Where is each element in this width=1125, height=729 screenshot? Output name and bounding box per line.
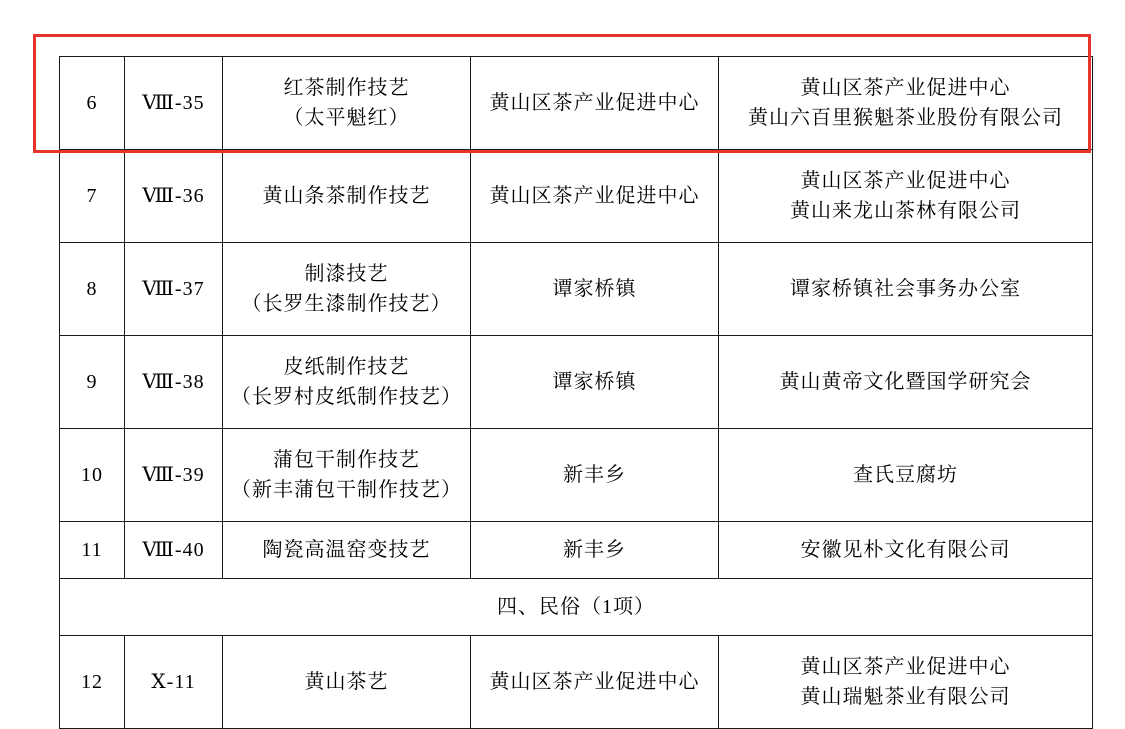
row-number: 6 [60,57,125,150]
row-project-name [223,636,471,729]
row-code: Ⅷ-40 [125,522,223,579]
text-line: 黄山茶艺 [304,671,389,693]
row-project-name [223,336,471,429]
row-code: Ⅷ-37 [125,243,223,336]
text-line: 黄山黄帝文化暨国学研究会 [779,371,1032,393]
text-line: 黄山六百里猴魁茶业股份有限公司 [748,107,1063,129]
text-line: 谭家桥镇 [552,278,637,300]
text-line: 黄山来龙山茶林有限公司 [790,200,1021,222]
row-protection-org [719,243,1093,336]
table-row [60,150,1093,243]
text-line: 皮纸制作技艺 [283,356,410,378]
row-protection-org [719,57,1093,150]
text-line: 黄山区茶产业促进中心 [800,656,1011,678]
row-project-name [223,57,471,150]
row-declaring-unit [471,636,719,729]
heritage-list-table [59,56,1093,729]
row-code: Ⅷ-35 [125,57,223,150]
row-protection-org [719,150,1093,243]
row-number: 10 [60,429,125,522]
row-number: 9 [60,336,125,429]
row-declaring-unit [471,429,719,522]
text-line: 黄山瑞魁茶业有限公司 [800,686,1011,708]
text-line: 黄山区茶产业促进中心 [489,92,700,114]
text-line: 安徽见朴文化有限公司 [800,539,1011,561]
table-section-row [60,579,1093,636]
row-declaring-unit [471,150,719,243]
row-code: Ⅹ-11 [125,636,223,729]
text-line: 黄山区茶产业促进中心 [800,77,1011,99]
row-declaring-unit [471,336,719,429]
text-line: 黄山条茶制作技艺 [262,185,431,207]
text-line: （长罗村皮纸制作技艺） [231,386,462,408]
text-line: 新丰乡 [563,464,626,486]
row-project-name [223,429,471,522]
text-line: （太平魁红） [283,107,410,129]
row-number: 11 [60,522,125,579]
table-row [60,429,1093,522]
row-declaring-unit [471,522,719,579]
table-row [60,522,1093,579]
row-protection-org [719,522,1093,579]
text-line: 谭家桥镇 [552,371,637,393]
table-row [60,636,1093,729]
table-row [60,336,1093,429]
row-declaring-unit [471,57,719,150]
text-line: 蒲包干制作技艺 [273,449,420,471]
row-number: 7 [60,150,125,243]
row-project-name [223,243,471,336]
table-row [60,57,1093,150]
text-line: 黄山区茶产业促进中心 [489,185,700,207]
row-protection-org [719,636,1093,729]
text-line: 黄山区茶产业促进中心 [489,671,700,693]
text-line: （长罗生漆制作技艺） [241,293,452,315]
row-project-name [223,522,471,579]
text-line: （新丰蒲包干制作技艺） [231,479,462,501]
row-project-name [223,150,471,243]
row-number: 8 [60,243,125,336]
text-line: 新丰乡 [563,539,626,561]
section-title: 四、民俗（1项） [60,579,1093,636]
row-code: Ⅷ-36 [125,150,223,243]
text-line: 查氏豆腐坊 [853,464,958,486]
row-protection-org [719,429,1093,522]
text-line: 陶瓷高温窑变技艺 [262,539,431,561]
row-protection-org [719,336,1093,429]
row-number: 12 [60,636,125,729]
text-line: 红茶制作技艺 [283,77,410,99]
row-declaring-unit [471,243,719,336]
text-line: 制漆技艺 [304,263,389,285]
row-code: Ⅷ-38 [125,336,223,429]
row-code: Ⅷ-39 [125,429,223,522]
table-row [60,243,1093,336]
text-line: 谭家桥镇社会事务办公室 [790,278,1021,300]
text-line: 黄山区茶产业促进中心 [800,170,1011,192]
table-body [60,57,1093,729]
